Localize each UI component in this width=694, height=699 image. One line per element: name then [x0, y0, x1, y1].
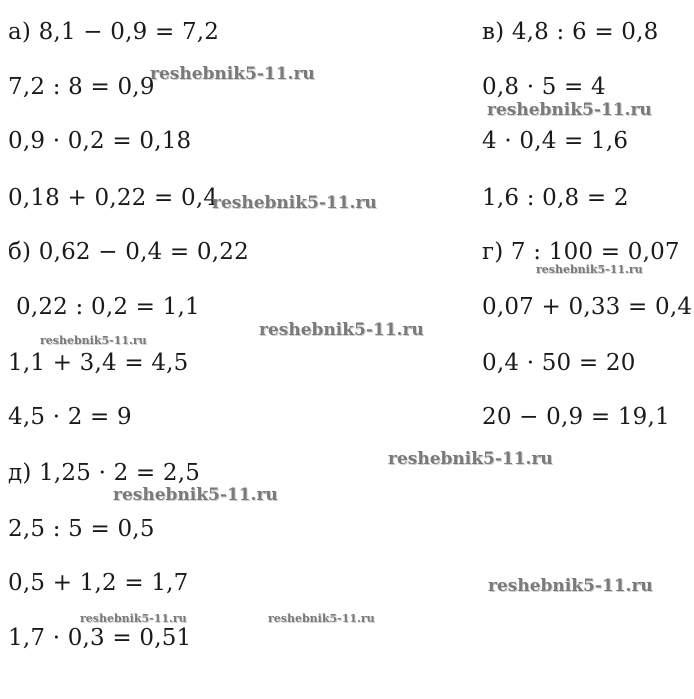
equation-v-3: 4 · 0,4 = 1,6	[482, 128, 629, 154]
watermark: reshebnik5-11.ru	[259, 320, 424, 340]
equation-g-2: 0,07 + 0,33 = 0,4	[482, 294, 693, 320]
equation-d-2: 2,5 : 5 = 0,5	[8, 516, 155, 542]
equation-d-3: 0,5 + 1,2 = 1,7	[8, 570, 189, 596]
watermark: reshebnik5-11.ru	[40, 334, 147, 347]
equation-b-4: 4,5 · 2 = 9	[8, 404, 132, 430]
watermark: reshebnik5-11.ru	[268, 612, 375, 625]
equation-g-3: 0,4 · 50 = 20	[482, 350, 636, 376]
equation-b-1: б) 0,62 − 0,4 = 0,22	[8, 239, 249, 265]
equation-b-2: 0,22 : 0,2 = 1,1	[16, 294, 200, 320]
watermark: reshebnik5-11.ru	[487, 100, 652, 120]
watermark: reshebnik5-11.ru	[488, 576, 653, 596]
watermark: reshebnik5-11.ru	[212, 193, 377, 213]
equation-a-3: 0,9 · 0,2 = 0,18	[8, 128, 192, 154]
equation-v-1: в) 4,8 : 6 = 0,8	[482, 19, 659, 45]
equation-g-4: 20 − 0,9 = 19,1	[482, 404, 670, 430]
watermark: reshebnik5-11.ru	[388, 449, 553, 469]
watermark: reshebnik5-11.ru	[113, 485, 278, 505]
watermark: reshebnik5-11.ru	[80, 612, 187, 625]
watermark: reshebnik5-11.ru	[150, 64, 315, 84]
equation-d-4: 1,7 · 0,3 = 0,51	[8, 625, 192, 651]
equation-v-2: 0,8 · 5 = 4	[482, 74, 606, 100]
equation-b-3: 1,1 + 3,4 = 4,5	[8, 350, 189, 376]
equation-a-2: 7,2 : 8 = 0,9	[8, 74, 155, 100]
watermark: reshebnik5-11.ru	[536, 263, 643, 276]
equation-d-1: д) 1,25 · 2 = 2,5	[8, 460, 201, 486]
equation-v-4: 1,6 : 0,8 = 2	[482, 185, 629, 211]
equation-a-1: а) 8,1 − 0,9 = 7,2	[8, 19, 220, 45]
equation-a-4: 0,18 + 0,22 = 0,4	[8, 185, 219, 211]
equation-g-1: г) 7 : 100 = 0,07	[482, 239, 680, 265]
